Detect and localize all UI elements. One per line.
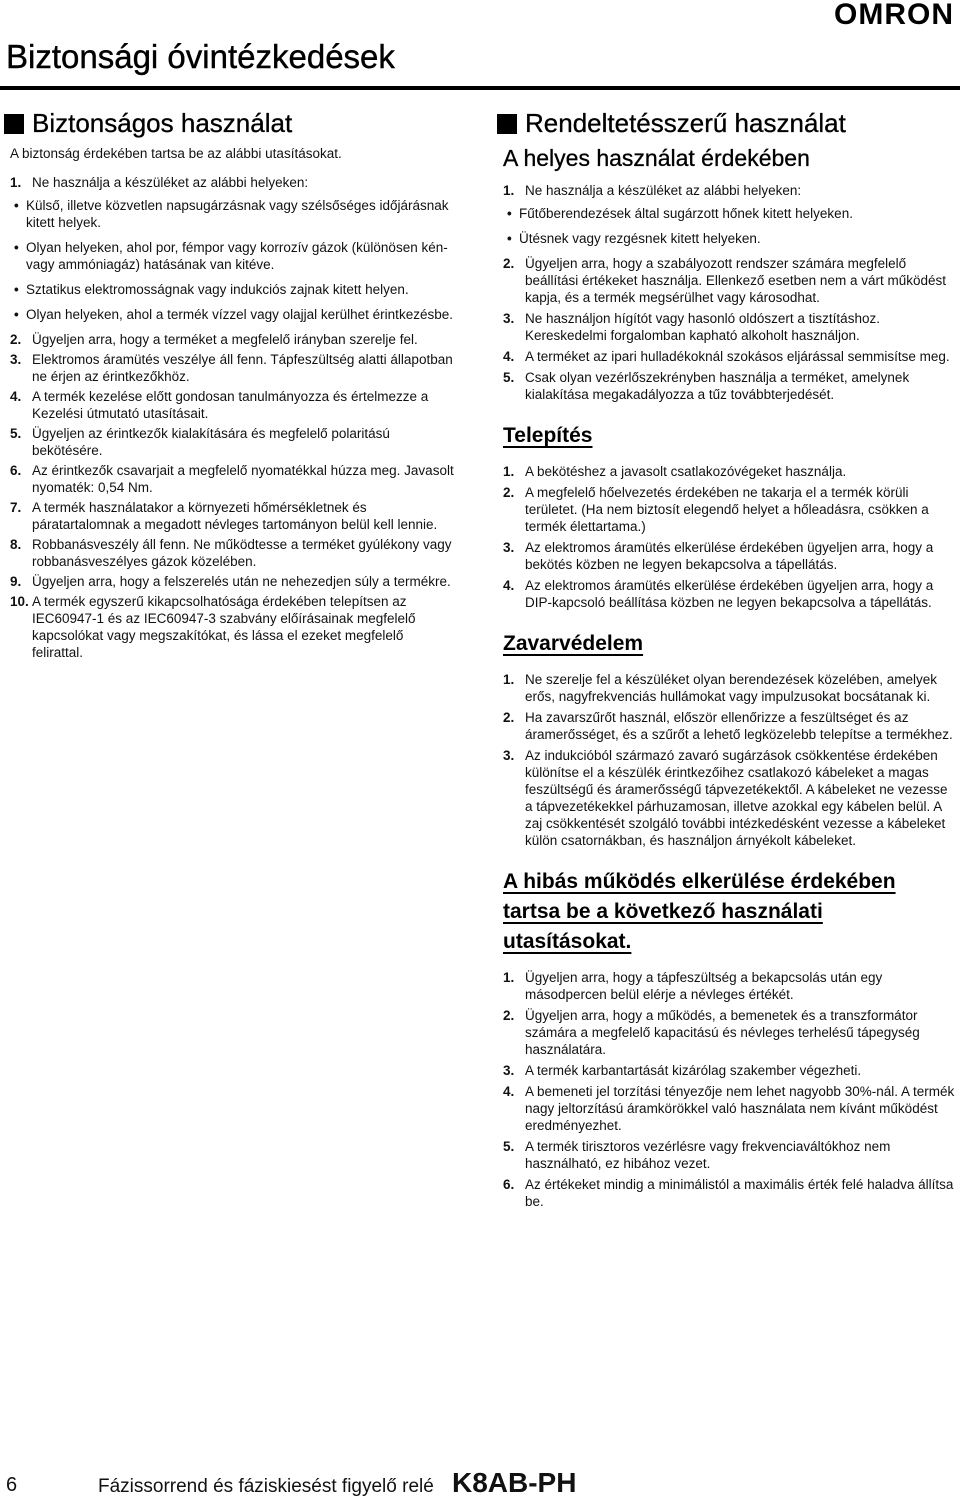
bullet-item: • Ütésnek vagy rezgésnek kitett helyeken.	[505, 230, 955, 247]
list-item	[503, 255, 955, 306]
item-text: A termék használatakor a környezeti hőmérsékletnek és páratartalomnak a megadott névleges tartományon belül kell lennie.	[32, 500, 438, 532]
list-item	[503, 1176, 955, 1210]
bullet-list	[519, 205, 955, 247]
list-item	[503, 671, 955, 705]
item-text: Ügyeljen az érintkezők kialakítására és megfelelő polaritású bekötésére.	[32, 426, 390, 458]
item-text: A termék tirisztoros vezérlésre vagy frekvenciaváltókhoz nem használható, ez hibához vezet.	[525, 1139, 891, 1171]
item-text: A bekötéshez a javasolt csatlakozóvégeket használja.	[525, 464, 847, 479]
item-text: Ne szerelje fel a készüléket olyan berendezések közelében, amelyek erős, nagyfrekvenciás hullámokat vagy impulzusokat bocsátanak ki.	[525, 672, 937, 704]
list-item	[10, 331, 455, 348]
item-text: Ne használja a készüléket az alábbi helyeken:	[525, 183, 802, 198]
list-item	[503, 1138, 955, 1172]
bullet-item: • Olyan helyeken, ahol a termék vízzel vagy olajjal kerülhet érintkezésbe.	[12, 306, 455, 323]
item-number: 3.	[503, 540, 515, 555]
item-number: 6.	[503, 1177, 515, 1192]
item-number: 3.	[503, 311, 515, 326]
item-text: Az elektromos áramütés elkerülése érdekében ügyeljen arra, hogy a DIP-kapcsoló beállítása közben ne legyen bekapcsolva a tápellátás.	[525, 578, 934, 610]
item-text: A termék karbantartását kizárólag szakember végezheti.	[525, 1063, 862, 1078]
left-column	[10, 108, 455, 664]
footer-document-title: Fázissorrend és fáziskiesést figyelő relé	[98, 1476, 434, 1497]
bullet-item: • Olyan helyeken, ahol por, fémpor vagy korrozív gázok (különösen kén- vagy ammóniagáz) hatásának van kitéve.	[12, 239, 455, 273]
item-text: Az értékeket mindig a minimálistól a maximális érték felé haladva állítsa be.	[525, 1177, 954, 1209]
item-number: 9.	[10, 574, 22, 589]
list-item	[10, 593, 455, 661]
page-footer	[0, 1462, 960, 1507]
item-text: Az indukcióból származó zavaró sugárzások csökkentése érdekében különítse el a készülék érintkezőihez csatlakozó kábeleket a magas feszültségű és áramerősségű tápvezetékektől. A kábeleket ne vezesse a tápvezetékekkel párhuzamosan, illetve azokkal egy kábelen belül. A zaj csökkentését szolgáló további intézkedésként vezesse a kábeleket külön csatornákban, és használjon árnyékolt kábeleket.	[525, 748, 948, 848]
item-text: Ügyeljen arra, hogy a szabályozott rendszer számára megfelelő beállítási értékeket használja. Ellenkező esetben nem a várt működést kapja, és a termék megsérülhet vagy károsodhat.	[525, 256, 946, 305]
noise-protection-list	[503, 671, 955, 849]
title-divider	[0, 86, 960, 90]
item-number: 1.	[503, 672, 515, 687]
list-item	[10, 573, 455, 590]
page-number: 6	[6, 1474, 18, 1496]
item-number: 3.	[503, 1063, 515, 1078]
list-item	[503, 1007, 955, 1058]
list-item	[10, 351, 455, 385]
heading-line: utasításokat.	[503, 930, 632, 953]
list-item	[10, 462, 455, 496]
square-bullet-icon	[497, 114, 517, 134]
item-number: 5.	[503, 1139, 515, 1154]
item-text: A terméket az ipari hulladékoknál szokásos eljárással semmisítse meg.	[525, 349, 950, 364]
heading-line: tartsa be a következő használati	[503, 900, 823, 923]
list-item	[503, 484, 955, 535]
item-number: 2.	[503, 710, 515, 725]
list-item	[503, 1083, 955, 1134]
item-number: 7.	[10, 500, 22, 515]
item-text: Az elektromos áramütés elkerülése érdekében ügyeljen arra, hogy a bekötés közben ne legyen bekapcsolva a tápellátás.	[525, 540, 934, 572]
list-item	[503, 969, 955, 1003]
item-number: 3.	[10, 352, 22, 367]
item-text: Ügyeljen arra, hogy a felszerelés után ne nehezedjen súly a termékre.	[32, 574, 451, 589]
item-number: 1.	[10, 175, 22, 190]
right-column	[503, 108, 955, 1214]
item-text: Ügyeljen arra, hogy a tápfeszültség a bekapcsolás után egy másodpercen belül elérje a névleges értékét.	[525, 970, 883, 1002]
intro-text: A biztonság érdekében tartsa be az alábbi utasításokat.	[10, 146, 342, 161]
item-text: Ha zavarszűrőt használ, először ellenőrizze a feszültséget és az áramerősséget, és a szűrőt a lehető legközelebb telepítse a termékhez.	[525, 710, 953, 742]
section-heading-text: Biztonságos használat	[32, 108, 293, 138]
item-number: 5.	[10, 426, 22, 441]
list-item	[503, 310, 955, 344]
item-number: 2.	[503, 256, 515, 271]
item-number: 4.	[503, 1084, 515, 1099]
item-number: 2.	[503, 1008, 515, 1023]
item-text: Robbanásveszély áll fenn. Ne működtesse a terméket gyúlékony vagy robbanásveszélyes gázok közelében.	[32, 537, 452, 569]
list-item	[10, 499, 455, 533]
section-heading-intended-use	[503, 108, 955, 139]
item-number: 6.	[10, 463, 22, 478]
item-text: Ügyeljen arra, hogy a működés, a bemenetek és a transzformátor számára a megfelelő kapacitású és névleges terhelésű tápegység használatára.	[525, 1008, 920, 1057]
list-item	[503, 369, 955, 403]
list-item	[10, 536, 455, 570]
square-bullet-icon	[4, 114, 24, 134]
item-number: 2.	[10, 332, 22, 347]
list-item	[503, 539, 955, 573]
page-title: Biztonsági óvintézkedések	[6, 38, 395, 75]
subheading-noise-protection: Zavarvédelem	[503, 632, 644, 655]
section-heading-safe-use	[10, 108, 455, 139]
item-number: 10.	[10, 594, 29, 609]
installation-list	[503, 463, 955, 611]
list-item	[503, 709, 955, 743]
item-number: 8.	[10, 537, 22, 552]
item-text: A megfelelő hőelvezetés érdekében ne takarja el a termék körüli területet. (Ha nem biztosít elegendő helyet a hőleadásra, csökken a termék élettartama.)	[525, 485, 929, 534]
list-item	[503, 577, 955, 611]
item-number: 1.	[503, 970, 515, 985]
bullet-item: • Sztatikus elektromosságnak vagy indukciós zajnak kitett helyen.	[12, 281, 455, 298]
item-text: Ne használjon hígítót vagy hasonló oldószert a tisztításhoz. Kereskedelmi forgalomban kapható alkoholt használjon.	[525, 311, 880, 343]
item-text: Ne használja a készüléket az alábbi helyeken:	[32, 175, 309, 190]
item-text: Elektromos áramütés veszélye áll fenn. Tápfeszültség alatti állapotban ne érjen az érintkezőkhöz.	[32, 352, 453, 384]
list-item	[503, 463, 955, 480]
list-item	[503, 182, 955, 247]
item-text: A bemeneti jel torzítási tényezője nem lehet nagyobb 30%-nál. A termék nagy jeltorzítású áramkörökkel való használata nem kívánt működést eredményezhet.	[525, 1084, 955, 1133]
subheading-installation: Telepítés	[503, 424, 593, 447]
malfunction-prevention-list	[503, 969, 955, 1210]
list-item	[10, 174, 455, 323]
subheading-malfunction-prevention	[503, 867, 955, 957]
safe-use-list	[10, 174, 455, 661]
section-heading-text: Rendeltetésszerű használat	[525, 108, 846, 138]
item-number: 4.	[503, 578, 515, 593]
item-text: A termék kezelése előtt gondosan tanulmányozza és értelmezze a Kezelési útmutató utasításait.	[32, 389, 429, 421]
list-item	[503, 348, 955, 365]
item-number: 1.	[503, 464, 515, 479]
list-item	[10, 388, 455, 422]
heading-line: A hibás működés elkerülése érdekében	[503, 870, 896, 893]
list-item	[10, 425, 455, 459]
item-text: Az érintkezők csavarjait a megfelelő nyomatékkal húzza meg. Javasolt nyomaték: 0,54 Nm.	[32, 463, 454, 495]
bullet-list	[26, 197, 455, 323]
item-number: 1.	[503, 183, 515, 198]
bullet-item: • Külső, illetve közvetlen napsugárzásnak vagy szélsőséges időjárásnak kitett helyek.	[12, 197, 455, 231]
proper-use-list	[503, 182, 955, 403]
item-text: Csak olyan vezérlőszekrényben használja a terméket, amelynek kialakítása megakadályozza a tűz továbbterjedését.	[525, 370, 910, 402]
item-number: 4.	[10, 389, 22, 404]
list-item	[503, 1062, 955, 1079]
bullet-item: • Fűtőberendezések által sugárzott hőnek kitett helyeken.	[505, 205, 955, 222]
item-number: 5.	[503, 370, 515, 385]
omron-logo: OMRON	[834, 0, 954, 31]
item-text: A termék egyszerű kikapcsolhatósága érdekében telepítsen az IEC60947-1 és az IEC60947-3 szabvány előírásainak megfelelő kapcsolókat vagy megszakítókat, és lássa el ezeket megfelelő felirattal.	[32, 594, 416, 660]
item-number: 2.	[503, 485, 515, 500]
subheading-proper-use: A helyes használat érdekében	[503, 145, 810, 171]
list-item	[503, 747, 955, 849]
footer-model-name: K8AB-PH	[452, 1467, 577, 1498]
item-number: 4.	[503, 349, 515, 364]
item-number: 3.	[503, 748, 515, 763]
item-text: Ügyeljen arra, hogy a terméket a megfelelő irányban szerelje fel.	[32, 332, 418, 347]
